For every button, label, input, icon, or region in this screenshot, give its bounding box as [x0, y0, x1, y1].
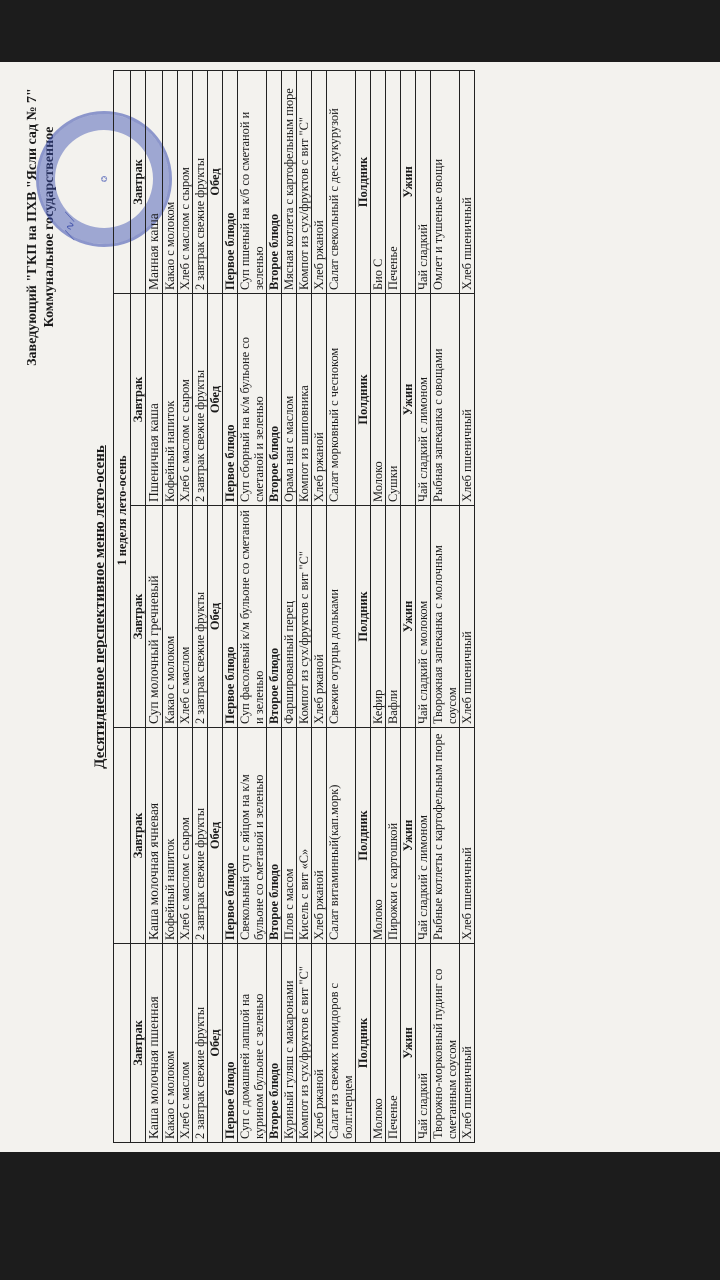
menu-row	[282, 71, 297, 1143]
menu-cell: Хлеб с маслом	[178, 944, 193, 1143]
menu-cell: Первое блюдо	[223, 294, 238, 506]
menu-cell: Какао с молоком	[163, 944, 178, 1143]
menu-row	[312, 71, 327, 1143]
menu-cell: Хлеб с маслом	[178, 506, 193, 728]
menu-cell: Свекольный суп с яйцом на к/м бульоне со сметаной и зеленью	[238, 728, 267, 944]
menu-cell: Хлеб пшеничный	[460, 944, 475, 1143]
photographed-document	[0, 62, 720, 1152]
meal-heading: Завтрак	[131, 71, 146, 294]
menu-cell: Хлеб пшеничный	[460, 294, 475, 506]
meal-heading: Завтрак	[131, 506, 146, 728]
menu-cell: Печенье	[386, 944, 401, 1143]
menu-cell: Второе блюдо	[267, 71, 282, 294]
week-header-row	[114, 71, 131, 1143]
menu-cell: Каша молочная ячневая	[146, 728, 163, 944]
meal-heading: Завтрак	[131, 294, 146, 506]
menu-cell: Хлеб ржаной	[312, 506, 327, 728]
meal-heading: Обед	[208, 728, 223, 944]
menu-cell: Кисель с вит «С»	[297, 728, 312, 944]
menu-table	[113, 70, 475, 1143]
menu-cell: Хлеб ржаной	[312, 944, 327, 1143]
menu-cell: Второе блюдо	[267, 944, 282, 1143]
menu-cell: Хлеб с маслом с сыром	[178, 294, 193, 506]
menu-cell: Рыбная запеканка с овощами	[431, 294, 460, 506]
signature: ⟋∿⟋	[63, 213, 77, 241]
menu-row	[371, 71, 386, 1143]
document-title: Десятидневное перспективное меню лето-осень	[92, 445, 108, 769]
meal-heading: Полдник	[356, 294, 371, 506]
menu-cell: Второе блюдо	[267, 728, 282, 944]
menu-cell: Какао с молоком	[163, 506, 178, 728]
menu-cell: Молоко	[371, 944, 386, 1143]
meal-heading: Обед	[208, 944, 223, 1143]
menu-cell: Хлеб ржаной	[312, 71, 327, 294]
menu-cell: Первое блюдо	[223, 728, 238, 944]
meal-heading: Полдник	[356, 944, 371, 1143]
menu-cell: Плов с масом	[282, 728, 297, 944]
meal-section-header	[208, 71, 223, 1143]
menu-row	[193, 71, 208, 1143]
menu-cell: Первое блюдо	[223, 506, 238, 728]
menu-cell: Молоко	[371, 294, 386, 506]
meal-heading: Завтрак	[131, 944, 146, 1143]
menu-cell: Чай сладкий с молоком	[416, 506, 431, 728]
menu-cell: Чай сладкий	[416, 71, 431, 294]
meal-heading: Обед	[208, 71, 223, 294]
meal-heading: Ужин	[401, 944, 416, 1143]
meal-heading: Обед	[208, 294, 223, 506]
menu-cell: Творожная запеканка с молочным соусом	[431, 506, 460, 728]
menu-cell: 2 завтрак свежие фрукты	[193, 728, 208, 944]
menu-cell: Хлеб пшеничный	[460, 728, 475, 944]
menu-cell: Рыбные котлеты с картофельным пюре	[431, 728, 460, 944]
meal-section-header	[356, 71, 371, 1143]
menu-row	[386, 71, 401, 1143]
menu-cell: Первое блюдо	[223, 944, 238, 1143]
menu-cell: Свежие огурцы дольками	[327, 506, 356, 728]
menu-cell: Суп с домашней лапшой на курином бульоне с зеленью	[238, 944, 267, 1143]
menu-cell: Молоко	[371, 728, 386, 944]
menu-cell: Второе блюдо	[267, 506, 282, 728]
menu-cell: Салат свекольный с дес.кукурузой	[327, 71, 356, 294]
approval-line: Коммунальное государственное	[42, 126, 57, 328]
menu-cell: Чай сладкий с лимоном	[416, 294, 431, 506]
menu-cell: Орама нан с маслом	[282, 294, 297, 506]
approval-line: Заведующий "ГКП на ПХВ "Ясли сад № 7"	[25, 88, 40, 366]
menu-cell: Печенье	[386, 71, 401, 294]
menu-cell: Омлет и тушеные овощи	[431, 71, 460, 294]
meal-section-header	[131, 71, 146, 1143]
menu-cell: Био С	[371, 71, 386, 294]
menu-cell: Куриный гуляш с макаронами	[282, 944, 297, 1143]
menu-cell: Салат витаминный(кап.морк)	[327, 728, 356, 944]
meal-heading: Полдник	[356, 71, 371, 294]
menu-cell: Мясная котлета с картофельным пюре	[282, 71, 297, 294]
menu-cell: 2 завтрак свежие фрукты	[193, 506, 208, 728]
menu-cell: Сушки	[386, 294, 401, 506]
rotated-menu-page	[0, 62, 720, 1152]
menu-row	[431, 71, 460, 1143]
meal-heading: Завтрак	[131, 728, 146, 944]
menu-cell: Творожно-морковный пудинг со сметанным соусом	[431, 944, 460, 1143]
menu-row	[223, 71, 238, 1143]
menu-row	[297, 71, 312, 1143]
menu-cell: Каша молочная пшенная	[146, 944, 163, 1143]
menu-row	[460, 71, 475, 1143]
menu-cell: Хлеб пшеничный	[460, 71, 475, 294]
menu-cell: Хлеб пшеничный	[460, 506, 475, 728]
menu-cell: Суп пшеный на к/б со сметаной и зеленью	[238, 71, 267, 294]
week-label: 1 неделя лето-осень	[114, 294, 131, 728]
menu-cell: Хлеб с маслом с сыром	[178, 728, 193, 944]
menu-cell: Суп фасолевый к/м бульоне со сметаной и зеленью	[238, 506, 267, 728]
menu-cell: Компот из сух/фруктов с вит "С"	[297, 71, 312, 294]
meal-heading: Обед	[208, 506, 223, 728]
menu-cell: Какао с молоком	[163, 71, 178, 294]
menu-cell: 2 завтрак свежие фрукты	[193, 944, 208, 1143]
menu-cell: Чай сладкий	[416, 944, 431, 1143]
menu-cell: Пшеничная каша	[146, 294, 163, 506]
menu-cell: Суп сборный на к/м бульоне со сметаной и зеленью	[238, 294, 267, 506]
menu-cell: Хлеб ржаной	[312, 728, 327, 944]
meal-heading: Ужин	[401, 71, 416, 294]
menu-cell: Чай сладкий с лимоном	[416, 728, 431, 944]
menu-cell: Пирожки с картошкой	[386, 728, 401, 944]
menu-row	[327, 71, 356, 1143]
meal-heading: Ужин	[401, 294, 416, 506]
menu-row	[267, 71, 282, 1143]
menu-cell: Салат морковный с чесноком	[327, 294, 356, 506]
menu-cell: Компот из сух/фруктов с вит "С"	[297, 944, 312, 1143]
menu-row	[163, 71, 178, 1143]
menu-cell: Первое блюдо	[223, 71, 238, 294]
menu-cell: Кофейный напиток	[163, 294, 178, 506]
menu-cell: Хлеб ржаной	[312, 294, 327, 506]
menu-cell: Суп молочный гречневый	[146, 506, 163, 728]
meal-heading: Полдник	[356, 728, 371, 944]
menu-cell: 2 завтрак свежие фрукты	[193, 294, 208, 506]
stamp-text: ✪	[98, 174, 110, 184]
menu-row	[178, 71, 193, 1143]
menu-row	[238, 71, 267, 1143]
menu-cell: Вафли	[386, 506, 401, 728]
menu-cell: 2 завтрак свежие фрукты	[193, 71, 208, 294]
meal-section-header	[401, 71, 416, 1143]
menu-cell: Манная каша	[146, 71, 163, 294]
menu-cell: Кефир	[371, 506, 386, 728]
menu-cell: Салат из свежих помидоров с болг.перцем	[327, 944, 356, 1143]
menu-cell: Хлеб с маслом с сыром	[178, 71, 193, 294]
meal-heading: Ужин	[401, 506, 416, 728]
menu-cell: Кофейный напиток	[163, 728, 178, 944]
meal-heading: Ужин	[401, 728, 416, 944]
menu-cell: Второе блюдо	[267, 294, 282, 506]
menu-cell: Компот из шиповника	[297, 294, 312, 506]
menu-cell: Фаршированный перец	[282, 506, 297, 728]
menu-cell: Компот из сух/фруктов с вит "С"	[297, 506, 312, 728]
meal-heading: Полдник	[356, 506, 371, 728]
menu-row	[416, 71, 431, 1143]
menu-row	[146, 71, 163, 1143]
